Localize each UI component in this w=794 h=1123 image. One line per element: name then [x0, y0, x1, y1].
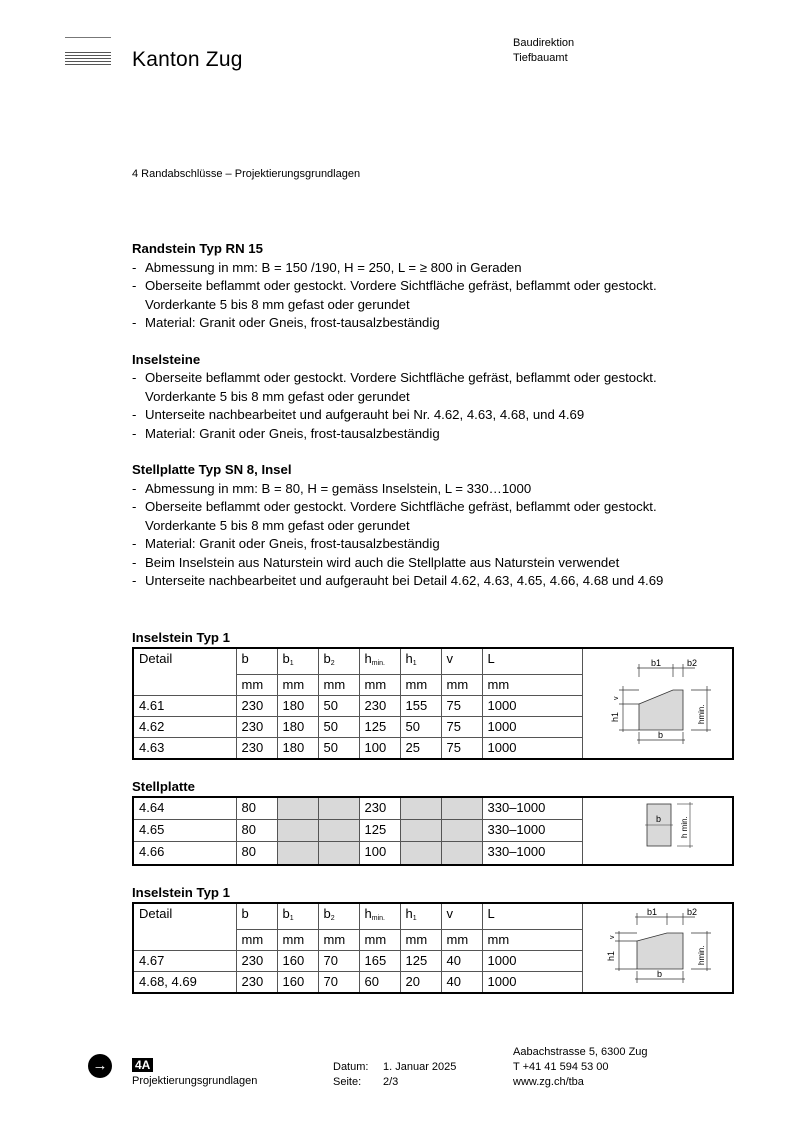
- table-row: 4.66 80 100 330–1000: [133, 842, 733, 865]
- svg-text:h min.: h min.: [680, 816, 690, 838]
- header-v: v: [441, 648, 482, 674]
- svg-text:b2: b2: [687, 657, 698, 668]
- list-item: - Oberseite beflammt oder gestockt. Vordere Sichtfläche gefräst, beflammt oder gestockt. Vorderkante 5 bis 8 mm gefast oder gerundet: [132, 277, 715, 314]
- list-item: - Oberseite beflammt oder gestockt. Vordere Sichtfläche gefräst, beflammt oder gestockt. Vorderkante 5 bis 8 mm gefast oder gerundet: [132, 369, 715, 406]
- list-item: - Unterseite nachbearbeitet und aufgerauht bei Nr. 4.62, 4.63, 4.68, und 4.69: [132, 406, 742, 425]
- block-title: Inselsteine: [132, 351, 201, 367]
- footer-label: Projektierungsgrundlagen: [132, 1075, 258, 1087]
- stellplatte-figure: [582, 797, 733, 865]
- header-b2: $b_2$: [318, 648, 359, 674]
- table-header-row: [133, 648, 733, 674]
- header-h1: $h_1$: [400, 648, 441, 674]
- svg-text:v: v: [609, 935, 617, 939]
- table-inselstein-typ1-b: [132, 902, 734, 994]
- list-item: - Beim Inselstein aus Naturstein wird auch die Stellplatte aus Naturstein verwendet: [132, 554, 742, 573]
- block-randstein: [132, 240, 742, 333]
- svg-text:h1: h1: [610, 711, 621, 722]
- inselstein-figure: [582, 648, 733, 759]
- list-item: - Material: Granit oder Gneis, frost-tausalzbeständig: [132, 425, 742, 444]
- inselstein-profile-icon: [587, 656, 727, 746]
- list-item: - Material: Granit oder Gneis, frost-tausalzbeständig: [132, 314, 742, 333]
- header-v: v: [441, 903, 482, 929]
- table-row: 4.63 230 180 50 100 25 75 1000: [133, 737, 733, 759]
- table-row: 4.68, 4.69 230 160 70 60 20 40 1000: [133, 971, 733, 993]
- header-h1: $h_1$: [400, 903, 441, 929]
- content: [132, 240, 742, 994]
- office: Tiefbauamt: [513, 52, 568, 64]
- header-b: b: [236, 903, 277, 929]
- page-label: Seite:: [333, 1076, 362, 1088]
- date-value: 1. Januar 2025: [383, 1061, 457, 1073]
- svg-text:hmin.: hmin.: [697, 945, 707, 965]
- table-inselstein-typ1-a: [132, 647, 734, 760]
- department: Baudirektion: [513, 37, 575, 49]
- section-title: 4 Randabschlüsse – Projektierungsgrundlagen: [132, 168, 361, 180]
- header-L: L: [482, 648, 582, 674]
- phone: T +41 41 594 53 00: [513, 1061, 609, 1073]
- table-stellplatte: [132, 796, 734, 866]
- table-unit-row: mm mm mm mm mm mm mm: [133, 674, 733, 695]
- svg-text:hmin.: hmin.: [697, 703, 707, 724]
- org-name: Kanton Zug: [132, 48, 243, 71]
- website-link[interactable]: www.zg.ch/tba: [513, 1076, 584, 1088]
- table-title: Inselstein Typ 1: [132, 884, 230, 900]
- footer-address: [513, 1045, 648, 1090]
- header-b: b: [236, 648, 277, 674]
- svg-text:b1: b1: [651, 657, 662, 668]
- table-header-row: [133, 903, 733, 929]
- chapter-badge: 4A: [132, 1058, 153, 1072]
- arrow-right-icon: →: [88, 1054, 112, 1078]
- svg-text:b2: b2: [687, 907, 698, 917]
- table-unit-row: mm mm mm mm mm mm mm: [133, 929, 733, 950]
- list-item: - Abmessung in mm: B = 80, H = gemäss Inselstein, L = 330…1000: [132, 480, 742, 499]
- header-hmin: $h_{min.}$: [359, 648, 400, 674]
- header-b2: $b_2$: [318, 903, 359, 929]
- address: Aabachstrasse 5, 6300 Zug: [513, 1046, 648, 1058]
- block-stellplatte: [132, 461, 742, 591]
- stellplatte-profile-icon: [587, 798, 727, 858]
- table-row: 4.64 80 230 330–1000 b h min.: [133, 797, 733, 820]
- page-value: 2/3: [383, 1076, 399, 1088]
- list-item: - Material: Granit oder Gneis, frost-tausalzbeständig: [132, 535, 742, 554]
- svg-text:h1: h1: [606, 950, 617, 961]
- header-b1: $b_1$: [277, 648, 318, 674]
- list-item: - Unterseite nachbearbeitet und aufgerauht bei Detail 4.62, 4.63, 4.65, 4.66, 4.68 und 4.69: [132, 572, 742, 591]
- svg-text:b: b: [657, 969, 663, 979]
- table-row: 4.62 230 180 50 125 50 75 1000: [133, 716, 733, 737]
- canton-logo-icon: [65, 37, 111, 67]
- department-block: [513, 36, 574, 66]
- svg-text:b: b: [656, 814, 662, 824]
- block-inselsteine: [132, 351, 742, 444]
- header-hmin: $h_{min.}$: [359, 903, 400, 929]
- table-row: 4.65 80 125 330–1000: [133, 820, 733, 842]
- svg-text:v: v: [613, 696, 621, 700]
- block-title: Randstein Typ RN 15: [132, 241, 263, 256]
- table-row: 4.67 230 160 70 165 125 40 1000: [133, 950, 733, 971]
- inselstein-profile-icon: [587, 905, 727, 985]
- svg-text:b: b: [658, 729, 664, 740]
- header-b1: $b_1$: [277, 903, 318, 929]
- header-detail: Detail: [133, 648, 236, 695]
- header-detail: Detail: [133, 903, 236, 950]
- list-item: - Abmessung in mm: B = 150 /190, H = 250, L = ≥ 800 in Geraden: [132, 259, 742, 278]
- block-title: Stellplatte Typ SN 8, Insel: [132, 462, 292, 477]
- inselstein-figure: [582, 903, 733, 993]
- date-label: Datum:: [333, 1061, 369, 1073]
- list-item: - Oberseite beflammt oder gestockt. Vordere Sichtfläche gefräst, beflammt oder gestockt. Vorderkante 5 bis 8 mm gefast oder gerundet: [132, 498, 715, 535]
- header-L: L: [482, 903, 582, 929]
- table-row: 4.61 230 180 50 230 155 75 1000: [133, 695, 733, 716]
- table-title: Inselstein Typ 1: [132, 629, 230, 645]
- table-title: Stellplatte: [132, 778, 196, 794]
- svg-text:b1: b1: [647, 907, 658, 917]
- footer-meta: [333, 1060, 456, 1090]
